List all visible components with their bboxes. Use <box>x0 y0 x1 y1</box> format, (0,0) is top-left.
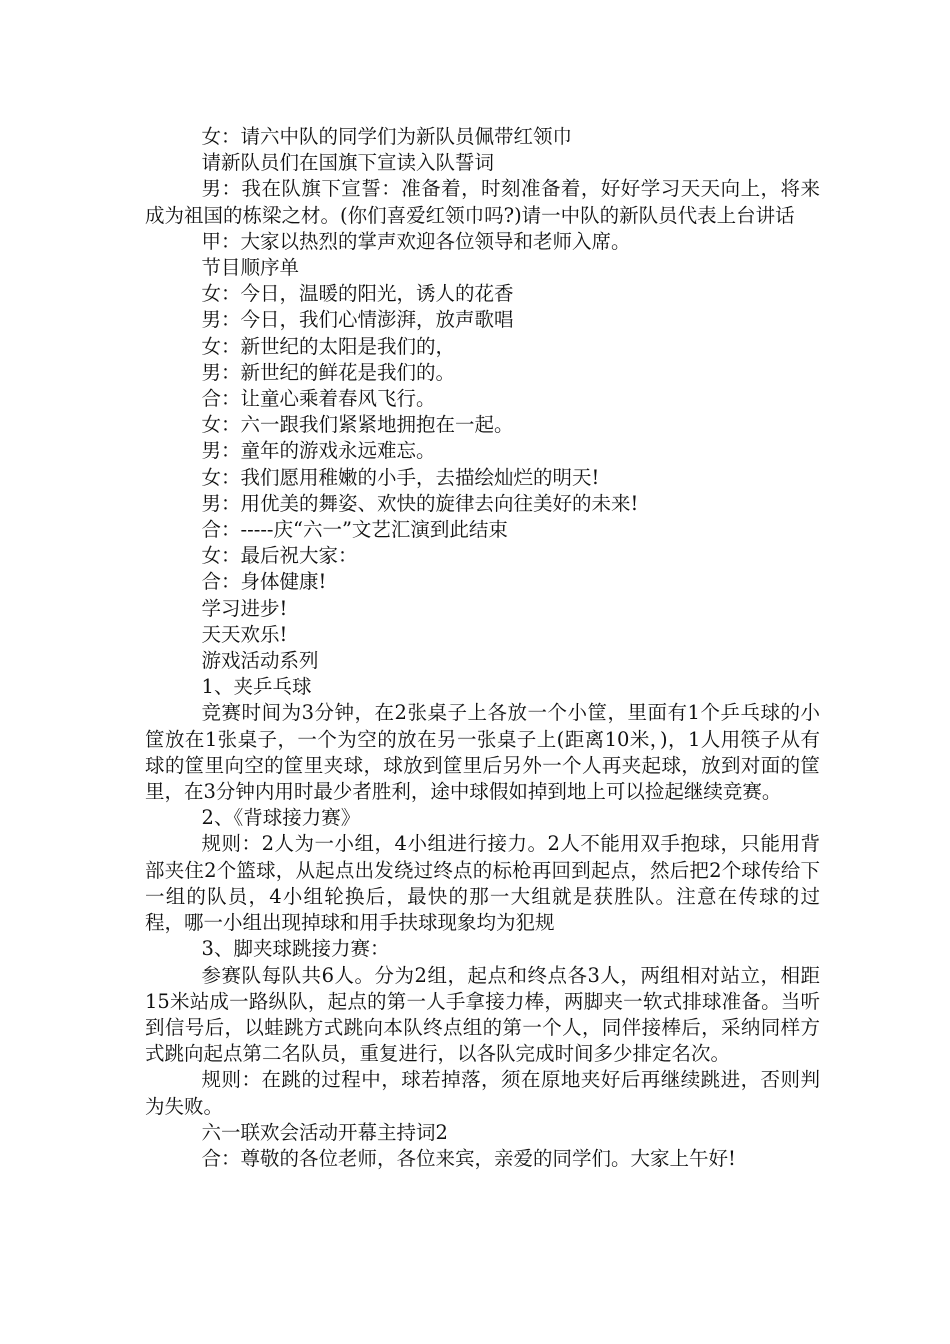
paragraph: 女：最后祝大家： <box>201 544 358 568</box>
paragraph: 节目顺序单 <box>201 256 300 280</box>
paragraph: 男：童年的游戏永远难忘。 <box>201 439 436 463</box>
paragraph: 规则：2人为一小组，4小组进行接力。2人不能用双手抱球，只能用背部夹住2个篮球，从起点出发绕过终点的标枪再回到起点，然后把2个球传给下一组的队员，4小组轮换后，最快的那一大组就是获胜队。注意在传球的过程，哪一小组出现掉球和用手扶球现象均为犯规 <box>145 832 820 935</box>
paragraph: 参赛队每队共6人。分为2组，起点和终点各3人，两组相对站立，相距15米站成一路纵队，起点的第一人手拿接力棒，两脚夹一软式排球准备。当听到信号后，以蛙跳方式跳向本队终点组的第一个人，同伴接棒后，采纳同样方式跳向起点第二名队员，重复进行，以各队完成时间多少排定名次。 <box>145 963 820 1066</box>
paragraph: 女：我们愿用稚嫩的小手，去描绘灿烂的明天! <box>201 465 600 489</box>
game-heading: 3、脚夹球跳接力赛： <box>201 937 390 961</box>
paragraph: 合：身体健康! <box>201 570 327 594</box>
paragraph: 规则：在跳的过程中，球若掉落，须在原地夹好后再继续跳进，否则判为失败。 <box>145 1068 820 1118</box>
paragraph: 女：今日，温暖的阳光，诱人的花香 <box>201 282 514 306</box>
paragraph: 学习进步! <box>201 596 288 620</box>
paragraph: 女：新世纪的太阳是我们的， <box>201 334 456 358</box>
game-heading: 2、《背球接力赛》 <box>201 806 361 830</box>
section-heading: 六一联欢会活动开幕主持词2 <box>201 1120 448 1144</box>
paragraph: 男：新世纪的鲜花是我们的。 <box>201 360 456 384</box>
paragraph: 女：请六中队的同学们为新队员佩带红领巾 <box>201 125 573 148</box>
game-heading: 1、夹乒乓球 <box>201 675 312 699</box>
paragraph: 女：六一跟我们紧紧地拥抱在一起。 <box>201 413 514 437</box>
paragraph: 甲：大家以热烈的掌声欢迎各位领导和老师入席。 <box>201 229 631 253</box>
paragraph: 男：我在队旗下宣誓：准备着，时刻准备着，好好学习天天向上，将来成为祖国的栋梁之材。(你们喜爱红领巾吗?)请一中队的新队员代表上台讲话 <box>145 177 820 227</box>
paragraph: 请新队员们在国旗下宣读入队誓词 <box>201 151 495 175</box>
document-body <box>145 124 820 1172</box>
paragraph: 男：今日，我们心情澎湃，放声歌唱 <box>201 308 514 332</box>
section-heading: 游戏活动系列 <box>201 649 319 673</box>
paragraph: 合：-----庆“六一”文艺汇演到此结束 <box>201 518 508 542</box>
paragraph: 合：尊敬的各位老师，各位来宾，亲爱的同学们。大家上午好! <box>201 1146 736 1170</box>
paragraph: 男：用优美的舞姿、欢快的旋律去向往美好的未来! <box>201 491 639 515</box>
paragraph: 合：让童心乘着春风飞行。 <box>201 387 436 411</box>
paragraph: 竞赛时间为3分钟，在2张桌子上各放一个小筐，里面有1个乒乓球的小筐放在1张桌子，一个为空的放在另一张桌子上(距离10米，)，1人用筷子从有球的筐里向空的筐里夹球，球放到筐里后另外一个人再夹起球，放到对面的筐里，在3分钟内用时最少者胜利，途中球假如掉到地上可以捡起继续竞赛。 <box>145 701 820 804</box>
paragraph: 天天欢乐! <box>201 622 288 646</box>
